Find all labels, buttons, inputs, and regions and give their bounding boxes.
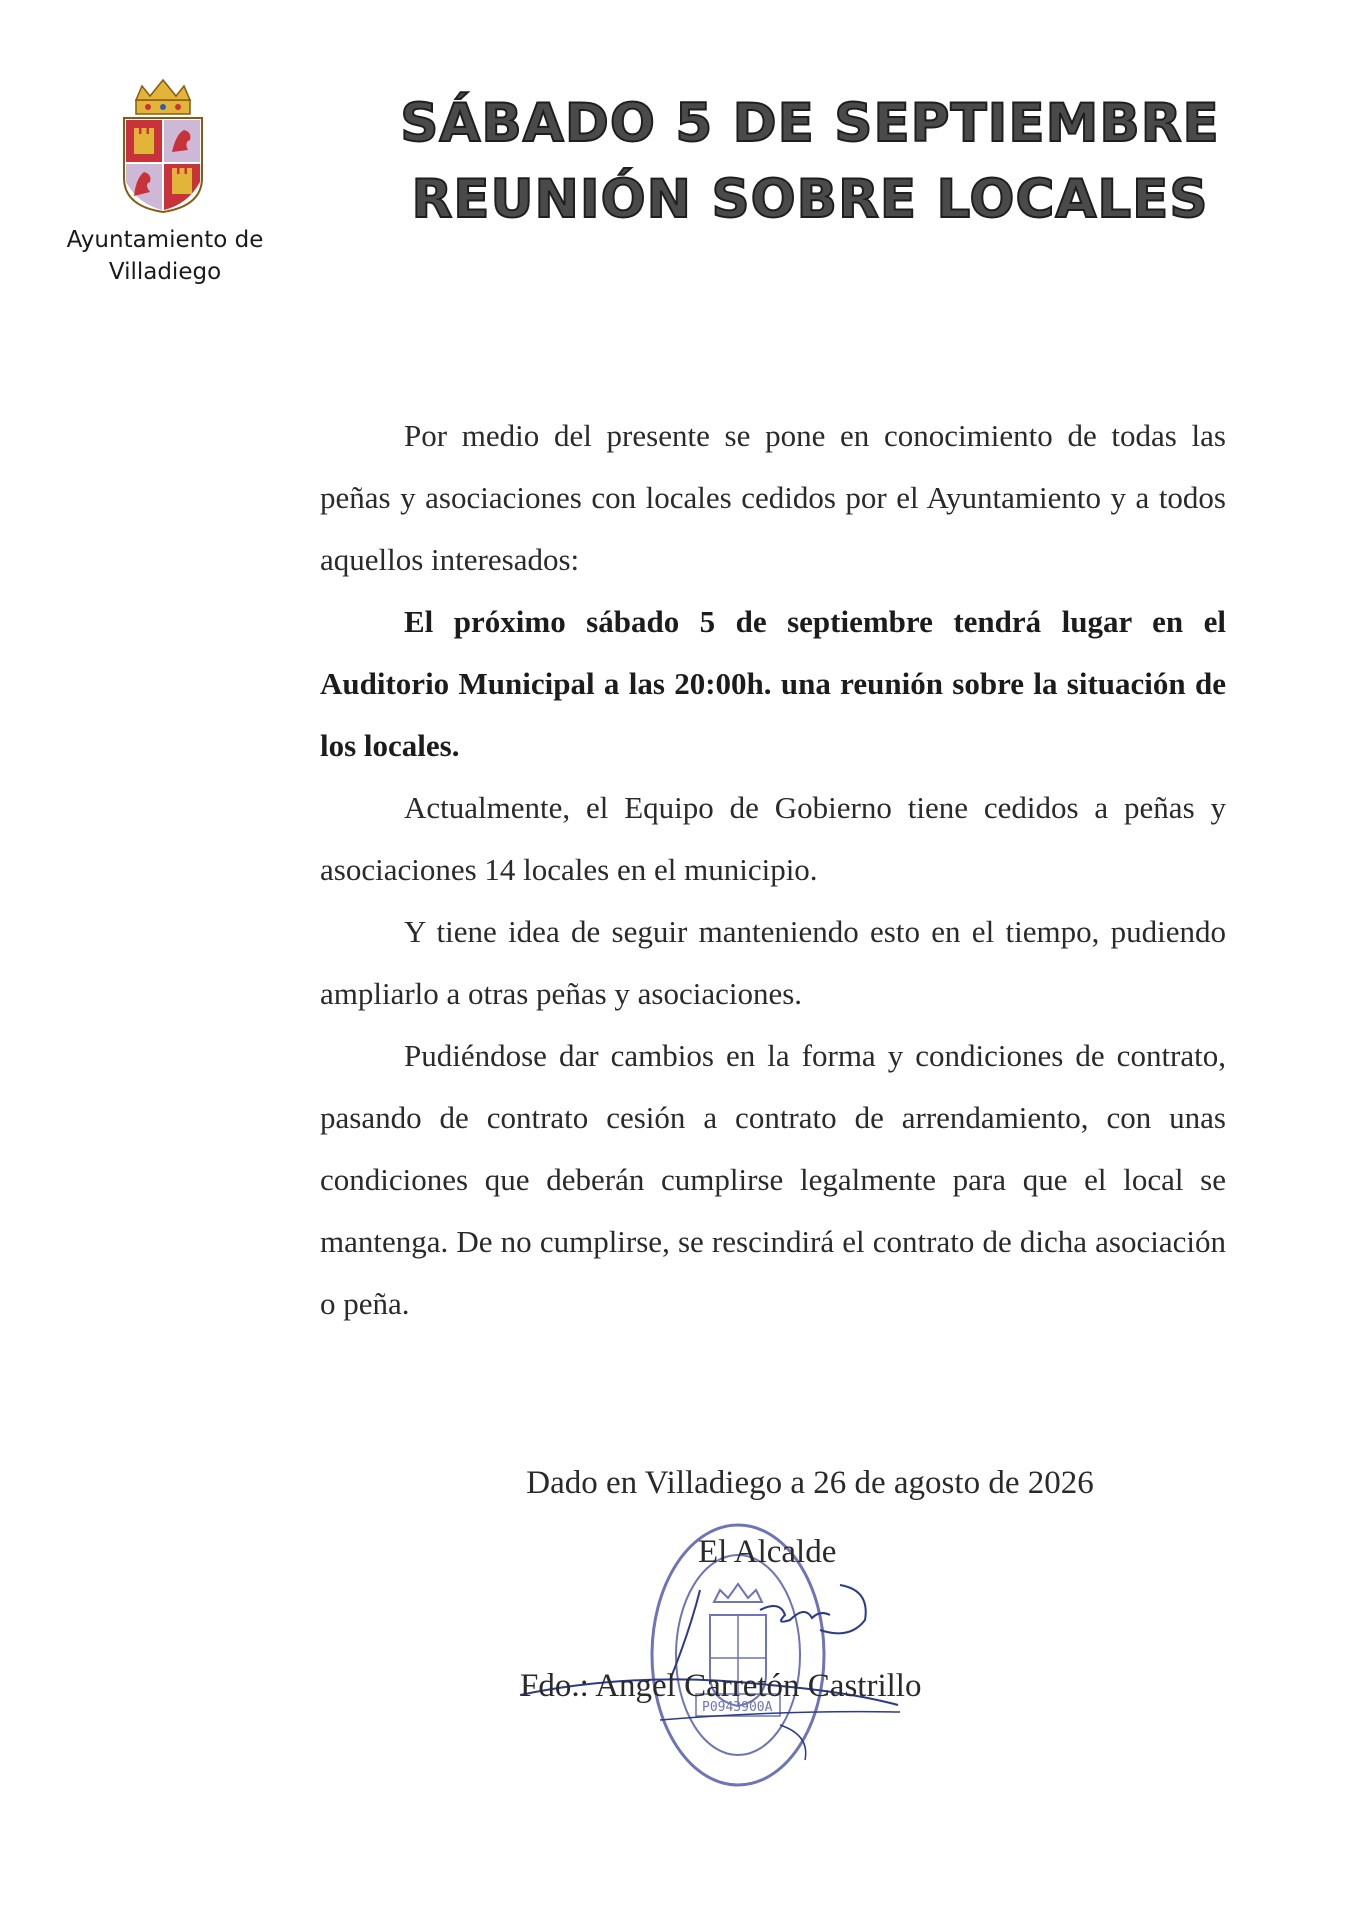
- notice-title: [360, 86, 1260, 238]
- notice-body: [320, 405, 1226, 1335]
- paragraph-meeting-announcement: El próximo sábado 5 de septiembre tendrá lugar en el Auditorio Municipal a las 20:00h. una reunión sobre la situación de los locales.: [320, 604, 1226, 763]
- paragraph-current-locales: Actualmente, el Equipo de Gobierno tiene cedidos a peñas y asociaciones 14 locales en el municipio.: [320, 790, 1226, 887]
- paragraph-intro: Por medio del presente se pone en conocimiento de todas las peñas y asociaciones con locales cedidos por el Ayuntamiento y a todos aquellos interesados:: [320, 418, 1226, 577]
- coat-of-arms-icon: [118, 78, 208, 213]
- seal-code: P0943900A: [702, 1700, 773, 1715]
- organization-line-2: Villadiego: [108, 259, 222, 285]
- title-line-1: SÁBADO 5 DE SEPTIEMBRE: [400, 93, 1220, 154]
- organization-line-1: Ayuntamiento de: [66, 227, 264, 253]
- title-line-2: REUNIÓN SOBRE LOCALES: [411, 169, 1209, 230]
- paragraph-intention: Y tiene idea de seguir manteniendo esto en el tiempo, pudiendo ampliarlo a otras peñas y asociaciones.: [320, 914, 1226, 1011]
- organization-name: [40, 224, 290, 288]
- signer-role: El Alcalde: [698, 1534, 837, 1570]
- date-line: Dado en Villadiego a 26 de agosto de 2026: [526, 1465, 1094, 1501]
- signer-name: Fdo.: Angel Carretón Castrillo: [520, 1668, 922, 1704]
- paragraph-contract-changes: Pudiéndose dar cambios en la forma y condiciones de contrato, pasando de contrato cesión a contrato de arrendamiento, con unas condiciones que deberán cumplirse legalmente para que el local se mantenga. De no cumplirse, se rescindirá el contrato de dicha asociación o peña.: [320, 1038, 1226, 1321]
